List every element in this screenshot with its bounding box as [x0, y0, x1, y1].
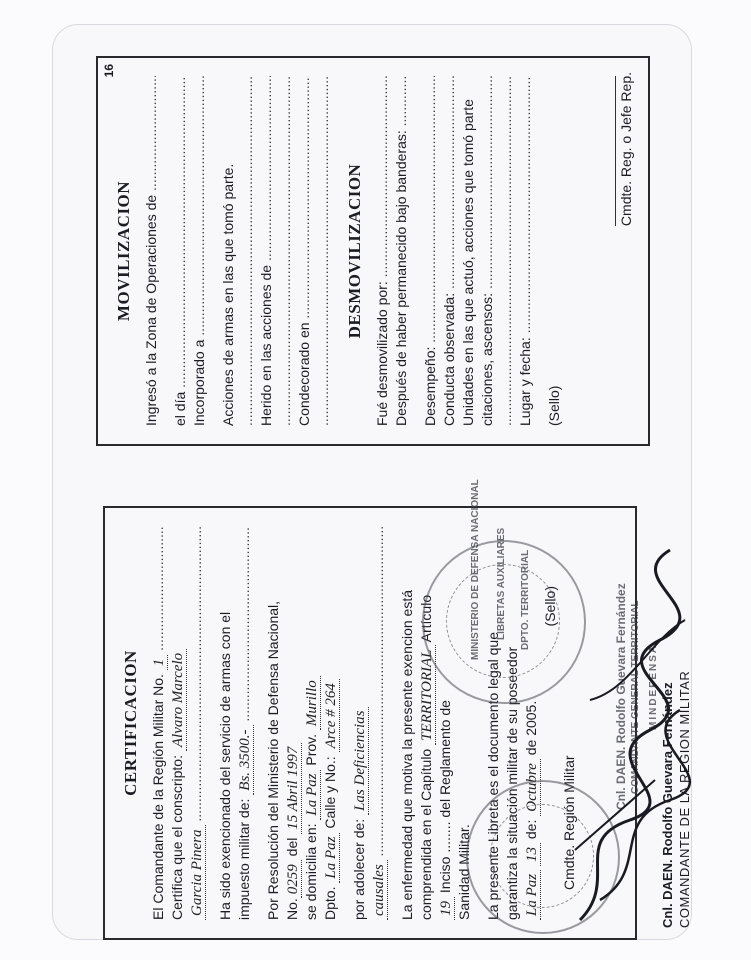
mov-blank-3 [314, 76, 333, 426]
mov-blank-2 [276, 76, 295, 426]
stamp-org: MINDEFENSA [648, 643, 659, 730]
cert-line-7: No.0259 del 15 Abril 1997 [283, 526, 302, 920]
seal-text-1: MINISTERIO DE DEFENSA NACIONAL [470, 479, 481, 660]
signature-stroke-2 [600, 710, 690, 900]
cert-cmdte-label: Cmdte. Región Militar [561, 755, 577, 890]
movilizacion-title: MOVILIZACION [114, 180, 133, 322]
mov-line-5: Herido en las acciones de ..... [257, 76, 276, 426]
cert-line-16: La presente Libreta es el documento legal que [485, 632, 501, 920]
cert-line-13: comprendida en el Capítulo TERRITORIAL Artículo [418, 594, 435, 920]
cert-line-15: Sanidad Militar. [456, 824, 472, 920]
des-line-7: Lugar y fecha: ..... [516, 76, 535, 426]
mov-line-3: Incorporado a ..... [190, 76, 209, 426]
cert-line-10: por adolecer de: Las Deficiencias [350, 526, 369, 920]
stamp-officer-name: Cnl. DAEN. Rodolfo Guevara Fernández [614, 583, 628, 810]
des-blank-1 [497, 76, 516, 426]
cert-line-18: La Paz 13 de: Octubre de 2005. [522, 526, 541, 920]
cert-line-3: Garcia Pinera ..... [187, 526, 206, 920]
mov-blank-1 [238, 76, 257, 426]
des-line-6: citaciones, ascensos: ..... [478, 76, 497, 426]
des-line-2: Después de haber permanecido bajo banderas: ..... [392, 76, 411, 426]
cert-line-17: garantiza la situación militar de su poseedor [504, 646, 520, 920]
mov-line-1: Ingresó a la Zona de Operaciones de ..... [142, 76, 161, 426]
mov-line-2: el día ..... [171, 76, 190, 426]
des-sello: (Sello) [546, 385, 562, 426]
movilizacion-panel [96, 56, 650, 446]
desmovilizacion-title: DESMOVILIZACION [345, 163, 364, 339]
mov-line-6: Condecorado en ..... [295, 76, 314, 426]
cmdte-reg-signature-label: Cmdte. Reg. o Jefe Rep. [615, 72, 634, 226]
des-line-1: Fué desmovilizado por: ..... [373, 76, 392, 426]
cert-line-4: Ha sido exencionado del servicio de armas con el [217, 611, 233, 920]
seal-text-3: DPTO. TERRITORIAL [520, 549, 531, 650]
footer-officer-role: COMANDANTE DE LA REGION MILITAR [677, 670, 692, 928]
certificacion-title: CERTIFICACION [121, 650, 140, 796]
des-line-5: Unidades en las que actuó, acciones que tomó parte [460, 99, 476, 426]
seal-text-2: LIBRETAS AUXILIARES [496, 527, 507, 640]
stamp-officer-role: COMANDANTE GENERAL TERRITORIAL [630, 600, 641, 794]
cert-line-6: Por Resolución del Ministerio de Defensa Nacional, [265, 600, 281, 920]
cert-line-2: Certifica que el conscripto: Alvaro Marcelo [168, 526, 187, 920]
page-number: 16 [102, 64, 116, 78]
cert-line-8: se domicilia en: La Paz Prov. Murillo [302, 526, 321, 920]
signature-scribble [560, 520, 700, 940]
footer-officer-name: Cnl. DAEN. Rodolfo Guevara Fernández [660, 682, 675, 928]
mov-line-4: Acciones de armas en las que tomó parte. [220, 163, 236, 426]
des-line-4: Conducta observada: ..... [440, 76, 459, 426]
cert-line-1: El Comandante de la Región Militar No. 1 ..... [149, 526, 168, 920]
cert-sello: (Sello) [542, 586, 558, 627]
cert-line-14: 19 Inciso ........ del Reglamento de [436, 526, 455, 920]
cert-line-9: Dpto. La Paz Calle y No.: Arce # 264 [321, 526, 340, 920]
cert-line-11: causales ..... [369, 526, 388, 920]
cert-line-5: impuesto militar de: Bs. 3500.- ..... [235, 526, 254, 920]
des-line-3: Desempeño: ..... [421, 76, 440, 426]
cert-line-12: La enfermedad que motiva la presente exencion está [399, 590, 415, 920]
